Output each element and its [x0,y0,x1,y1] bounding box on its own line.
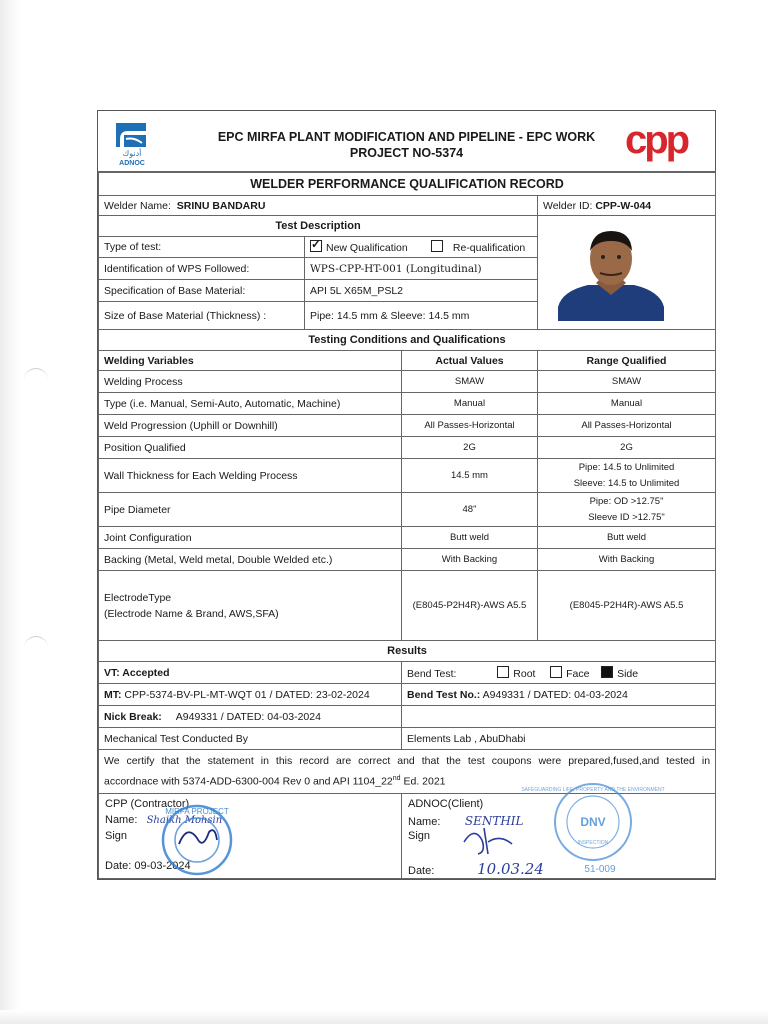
table-row [99,549,716,571]
variable-cell: Welding Process [99,371,402,393]
requalification-label: Re-qualification [452,242,526,254]
svg-text:DNV: DNV [580,815,606,829]
range-cell: Butt weld [538,527,716,549]
table-row [99,527,716,549]
contractor-sign-label: Sign [105,830,128,842]
contractor-title: CPP (Contractor) [105,798,190,810]
variable-cell: Backing (Metal, Weld metal, Double Welded etc.) [99,549,402,571]
welder-name-label: Welder Name: [104,199,171,212]
svg-text:INSPECTION: INSPECTION [577,840,609,846]
client-sign-label: Sign [408,830,431,842]
punch-hole-mark [24,368,48,385]
root-label: Root [513,667,536,680]
electrode-row [99,571,716,641]
contractor-stamp [145,800,247,878]
range-cell [538,459,716,493]
variable-cell: Type (i.e. Manual, Semi-Auto, Automatic, Machine) [99,393,402,415]
base-material-size-label: Size of Base Material (Thickness) : [99,302,305,330]
bend-test-label: Bend Test: [407,667,457,680]
actual-cell: 48" [402,493,538,527]
variable-cell: Joint Configuration [99,527,402,549]
welder-id: CPP-W-044 [595,199,652,212]
client-name: SENTHIL [464,814,524,828]
svg-text:MIRFA PROJECT: MIRFA PROJECT [165,807,229,816]
welder-id-label: Welder ID: [543,199,593,212]
project-number: PROJECT NO-5374 [349,146,464,160]
welder-name-row [99,196,538,216]
welder-name: SRINU BANDARU [176,199,266,212]
results-heading: Results [99,641,716,662]
cpp-logo [625,118,703,162]
base-material-size-value: Pipe: 14.5 mm & Sleeve: 14.5 mm [305,302,538,330]
record-title: WELDER PERFORMANCE QUALIFICATION RECORD [99,173,716,196]
table-row [99,459,716,493]
client-date: 10.03.24 [477,860,544,878]
electrode-range: (E8045-P2H4R)-AWS A5.5 [538,571,716,641]
dnv-inspection-stamp [521,778,665,878]
contractor-date-label: Date: [105,860,132,872]
actual-cell: 14.5 mm [402,459,538,493]
form-table [98,172,716,879]
variable-cell: Wall Thickness for Each Welding Process [99,459,402,493]
variable-cell: Weld Progression (Uphill or Downhill) [99,415,402,437]
table-row [99,493,716,527]
electrode-actual: (E8045-P2H4R)-AWS A5.5 [402,571,538,641]
project-title [98,129,715,161]
empty-cell [402,706,716,728]
range-cell: 2G [538,437,716,459]
root-checkbox[interactable] [497,666,509,678]
side-checkbox[interactable] [601,666,613,678]
client-signoff [402,787,716,879]
scan-left-edge [0,0,22,1024]
actual-cell: SMAW [402,371,538,393]
range-cell: SMAW [538,371,716,393]
range-line: Pipe: OD >12.75" [589,495,664,507]
mt-label: MT: [104,688,122,701]
table-row [99,393,716,415]
testing-conditions-heading: Testing Conditions and Qualifications [99,330,716,351]
mt-value: CPP-5374-BV-PL-MT-WQT 01 / DATED: 23-02-2024 [124,688,370,701]
bend-test-no [402,684,716,706]
svg-text:أدنوك: أدنوك [122,149,142,158]
client-name-label: Name: [408,816,441,828]
client-signature [460,824,520,858]
face-label: Face [566,667,590,680]
range-line: Pipe: 14.5 to Unlimited [578,461,675,473]
certification-line2-text: accordnace with 5374-ADD-6300-004 Rev 0 and API 1104_22 [104,775,393,788]
svg-text:SAFEGUARDING LIFE, PROPERTY AN: SAFEGUARDING LIFE, PROPERTY AND THE ENVIRONMENT [521,787,665,793]
test-type-label: Type of test: [99,237,305,258]
new-qualification-label: New Qualification [326,242,408,254]
actual-cell: All Passes-Horizontal [402,415,538,437]
base-material-spec-value: API 5L X65M_PSL2 [305,280,538,302]
client-date-label: Date: [408,865,435,877]
test-type-options [305,237,538,258]
wps-value: WPS-CPP-HT-001 (Longitudinal) [305,258,538,280]
mechanical-test-value: Elements Lab , AbuDhabi [402,728,716,750]
client-title: ADNOC(Client) [408,798,484,810]
vt-result: VT: Accepted [99,662,402,684]
range-cell: With Backing [538,549,716,571]
mechanical-test-label: Mechanical Test Conducted By [99,728,402,750]
welder-photo-cell [538,216,716,330]
range-cell [538,493,716,527]
wps-label: Identification of WPS Followed: [99,258,305,280]
nick-break-label: Nick Break: [104,710,162,723]
variable-cell: Position Qualified [99,437,402,459]
table-row [99,437,716,459]
actual-cell: Butt weld [402,527,538,549]
certification-line1: We certify that the statement in this record are correct and that the test coupons were prepared,fused,and tested in [104,755,711,768]
electrode-label [99,571,402,641]
contractor-name-label: Name: [105,814,138,826]
col-welding-variables: Welding Variables [99,351,402,371]
range-cell: All Passes-Horizontal [538,415,716,437]
nick-break-value: A949331 / DATED: 04-03-2024 [175,710,321,723]
face-checkbox[interactable] [550,666,562,678]
nick-break [99,706,402,728]
requalification-checkbox[interactable] [431,240,443,252]
punch-hole-mark [24,636,48,653]
range-cell: Manual [538,393,716,415]
contractor-date: 09-03-2024 [134,860,191,872]
certification-superscript: nd [392,775,401,783]
table-row [99,415,716,437]
electrode-label-line2: (Electrode Name & Brand, AWS,SFA) [104,607,279,620]
bend-test-no-value: A949331 / DATED: 04-03-2024 [482,688,628,701]
bend-test-no-label: Bend Test No.: [407,688,481,701]
contractor-name: Shaikh Mohsin [146,815,223,826]
wpq-form [97,110,716,880]
scan-bottom-edge [0,1010,768,1024]
side-label: Side [617,667,639,680]
svg-text:ADNOC: ADNOC [119,160,145,167]
welder-id-cell [538,196,716,216]
base-material-spec-label: Specification of Base Material: [99,280,305,302]
variable-cell: Pipe Diameter [99,493,402,527]
range-line: Sleeve: 14.5 to Unlimited [573,477,680,489]
table-row [99,371,716,393]
project-title-line1: EPC MIRFA PLANT MODIFICATION AND PIPELINE - EPC WORK [217,130,596,144]
svg-text:51-009: 51-009 [584,864,616,875]
actual-cell: With Backing [402,549,538,571]
test-description-heading: Test Description [99,216,538,237]
range-line: Sleeve ID >12.75" [588,511,665,523]
actual-cell: 2G [402,437,538,459]
mt-result [99,684,402,706]
welder-photo [538,221,684,321]
new-qualification-checkbox[interactable] [310,240,322,252]
certification-edition: Ed. 2021 [400,775,446,788]
bend-test-options [402,662,716,684]
col-actual-values: Actual Values [402,351,538,371]
svg-text:cpp: cpp [625,118,688,162]
contractor-signoff [99,794,402,879]
actual-cell: Manual [402,393,538,415]
client-date-row [408,860,544,878]
col-range-qualified: Range Qualified [538,351,716,371]
form-header [98,111,715,172]
electrode-label-line1: ElectrodeType [104,591,172,604]
